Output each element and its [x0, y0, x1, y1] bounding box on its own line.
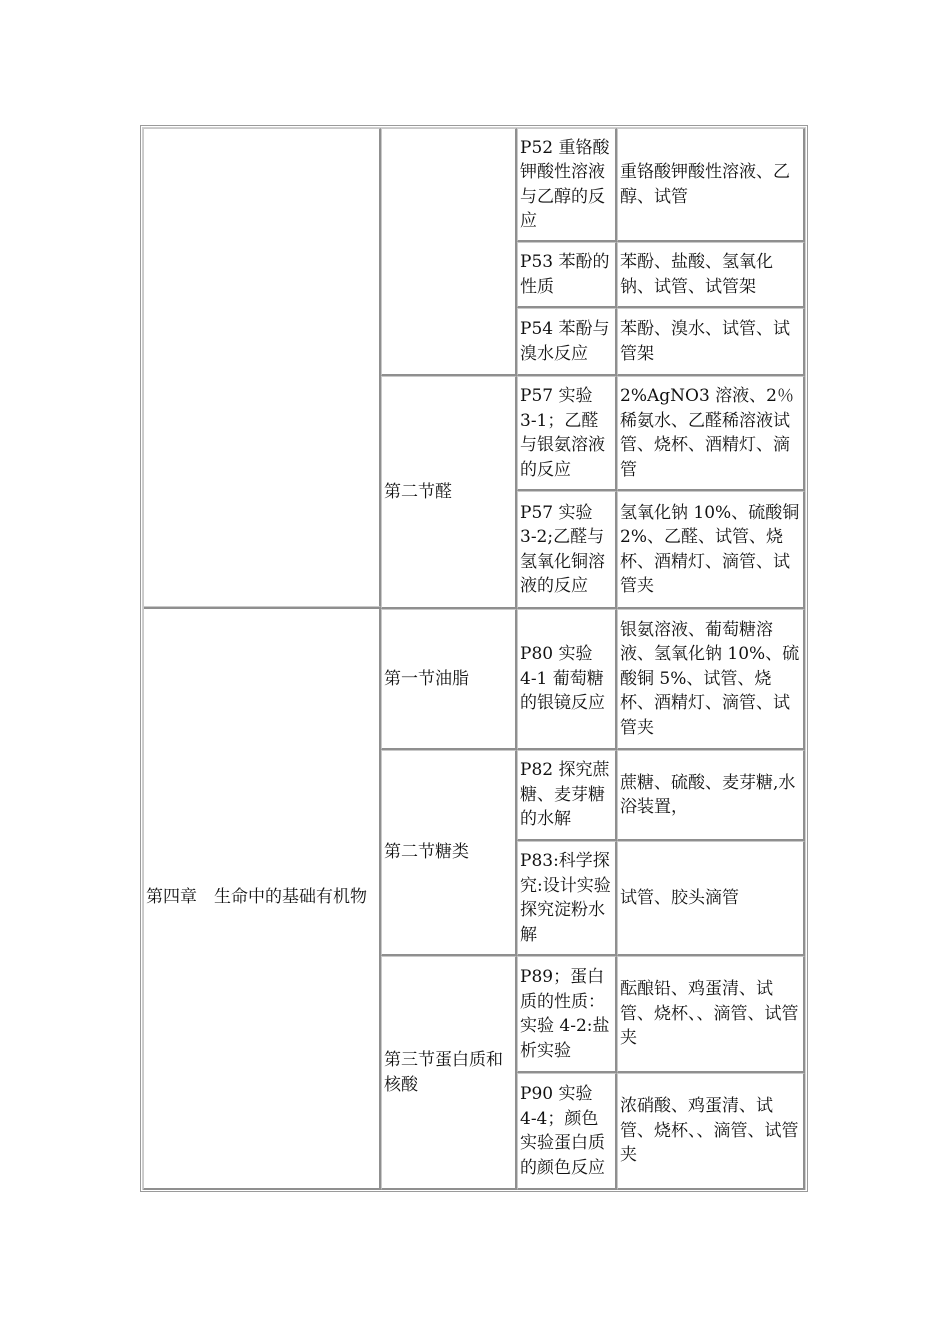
materials-cell: 苯酚、溴水、试管、试管架	[617, 308, 805, 376]
materials-cell: 氢氧化钠 10%、硫酸铜 2%、乙醛、试管、烧杯、酒精灯、滴管、试管夹	[617, 491, 805, 609]
materials-cell: 银氨溶液、葡萄糖溶液、氢氧化钠 10%、硫酸铜 5%、试管、烧杯、酒精灯、滴管、试管夹	[617, 609, 805, 750]
section-cell	[381, 956, 517, 1190]
materials-cell: 2%AgNO3 溶液、2％稀氨水、乙醛稀溶液试管、烧杯、酒精灯、滴管	[617, 376, 805, 491]
experiment-cell: P53 苯酚的性质	[517, 242, 617, 308]
section-title: 第二节糖类	[384, 842, 469, 863]
section-title: 第二节醛	[384, 481, 452, 502]
materials-cell: 酝酿铅、鸡蛋清、试管、烧杯、、滴管、试管夹	[617, 956, 805, 1073]
materials-cell: 蔗糖、硫酸、麦芽糖,水浴装置，	[617, 750, 805, 841]
experiment-cell: P57 实验 3-2;乙醛与氢氧化铜溶液的反应	[517, 491, 617, 609]
materials-cell: 浓硝酸、鸡蛋清、试管、烧杯、、滴管、试管夹	[617, 1073, 805, 1190]
materials-cell: 重铬酸钾酸性溶液、乙醇、试管	[617, 128, 805, 242]
chapter-cell	[143, 606, 381, 1190]
section-cell	[381, 376, 517, 609]
experiment-cell: P89；蛋白质的性质：实验 4-2:盐析实验	[517, 956, 617, 1073]
experiment-cell: P52 重铬酸钾酸性溶液与乙醇的反应	[517, 128, 617, 242]
section-cell	[381, 609, 517, 750]
materials-cell: 试管、胶头滴管	[617, 841, 805, 956]
experiment-cell: P57 实验 3-1；乙醛与银氨溶液的反应	[517, 376, 617, 491]
experiment-cell: P80 实验 4-1 葡萄糖的银镜反应	[517, 609, 617, 750]
materials-cell: 苯酚、盐酸、氢氧化钠、试管、试管架	[617, 242, 805, 308]
chapter-cell-empty	[143, 128, 381, 609]
section-cell	[381, 750, 517, 956]
chapter-title: 第四章 生命中的基础有机物	[146, 887, 367, 908]
section-title: 第三节蛋白质和核酸	[384, 1050, 503, 1095]
experiment-cell: P83:科学探究:设计实验探究淀粉水解	[517, 841, 617, 956]
experiment-cell: P82 探究蔗糖、麦芽糖的水解	[517, 750, 617, 841]
experiment-cell: P54 苯酚与溴水反应	[517, 308, 617, 376]
section-cell-empty	[381, 128, 517, 376]
section-title: 第一节油脂	[384, 668, 469, 689]
experiment-cell: P90 实验 4-4；颜色实验蛋白质的颜色反应	[517, 1073, 617, 1190]
